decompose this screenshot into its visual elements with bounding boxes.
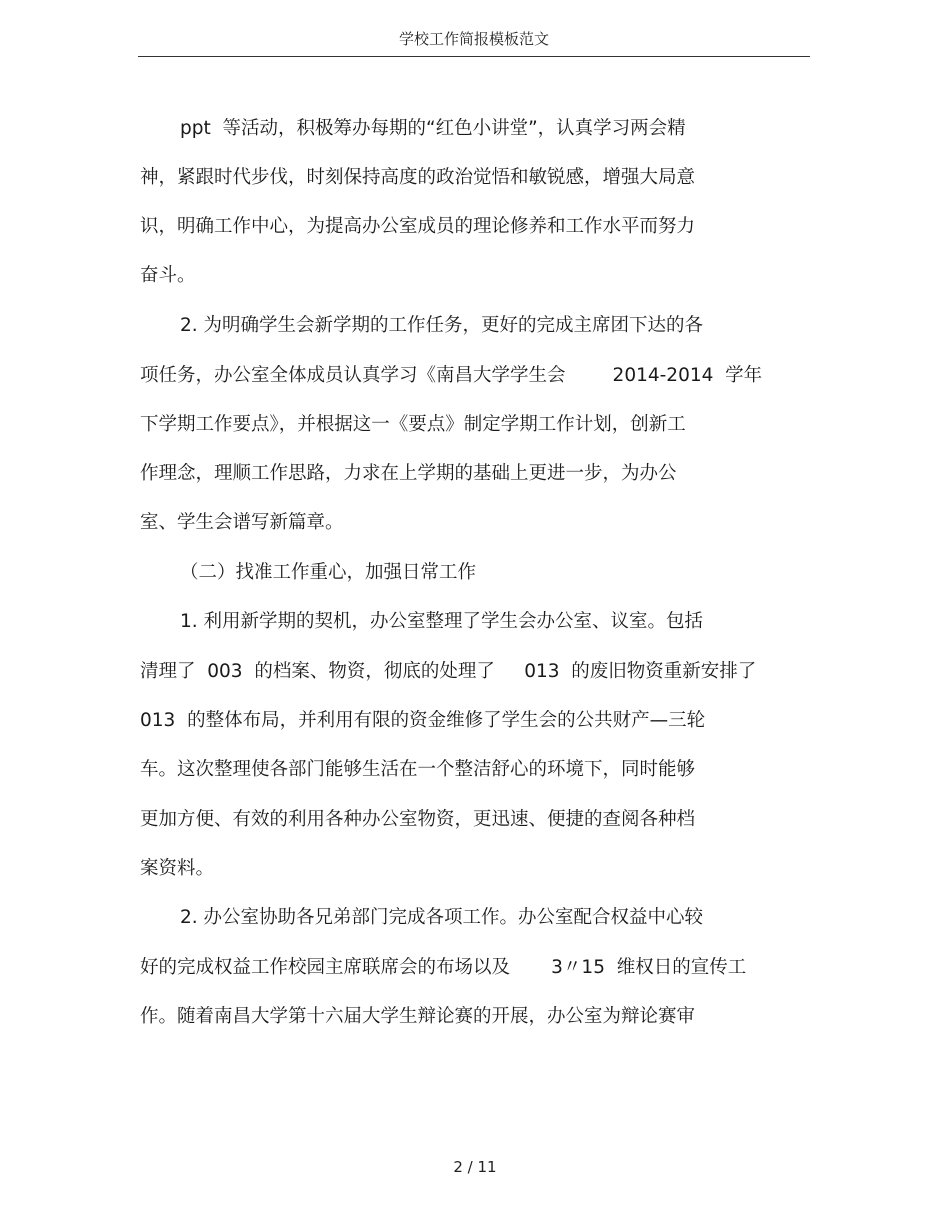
- paragraph-line: 项任务，办公室全体成员认真学习《南昌大学学生会 2014-2014 学年: [140, 365, 763, 386]
- page-header-title: 学校工作简报模板范文: [398, 30, 549, 48]
- page-number: 2 / 11: [453, 1158, 497, 1176]
- paragraph-line: 作理念，理顺工作思路，力求在上学期的基础上更进一步，为办公: [140, 463, 677, 484]
- paragraph-line: 2. 办公室协助各兄弟部门完成各项工作。办公室配合权益中心较: [180, 907, 704, 928]
- paragraph-line: 清理了 003 的档案、物资，彻底的处理了 013 的废旧物资重新安排了: [140, 661, 757, 682]
- paragraph-line: 1. 利用新学期的契机，办公室整理了学生会办公室、议室。包括: [180, 611, 704, 632]
- section-heading: （二）找准工作重心，加强日常工作: [180, 562, 477, 583]
- paragraph-line: 案资料。: [140, 858, 215, 879]
- header-divider: [138, 56, 810, 57]
- paragraph-line: 识，明确工作中心，为提高办公室成员的理论修养和工作水平而努力: [140, 216, 696, 237]
- paragraph-line: ppt 等活动，积极筹办每期的“红色小讲堂”，认真学习两会精: [180, 118, 686, 139]
- paragraph-line: 好的完成权益工作校园主席联席会的布场以及 3〃15 维权日的宣传工: [140, 957, 747, 978]
- paragraph-line: 车。这次整理使各部门能够生活在一个整洁舒心的环境下，同时能够: [140, 759, 696, 780]
- paragraph-line: 更加方便、有效的利用各种办公室物资，更迅速、便捷的查阅各种档: [140, 809, 696, 830]
- paragraph-line: 013 的整体布局，并利用有限的资金维修了学生会的公共财产—三轮: [140, 710, 706, 731]
- paragraph-line: 室、学生会谱写新篇章。: [140, 512, 344, 533]
- paragraph-line: 2. 为明确学生会新学期的工作任务，更好的完成主席团下达的各: [180, 315, 704, 336]
- paragraph-line: 神，紧跟时代步伐，时刻保持高度的政治觉悟和敏锐感，增强大局意: [140, 167, 696, 188]
- paragraph-line: 奋斗。: [140, 265, 196, 286]
- paragraph-line: 作。随着南昌大学第十六届大学生辩论赛的开展，办公室为辩论赛审: [140, 1006, 696, 1027]
- paragraph-line: 下学期工作要点》，并根据这一《要点》制定学期工作计划，创新工: [140, 414, 686, 435]
